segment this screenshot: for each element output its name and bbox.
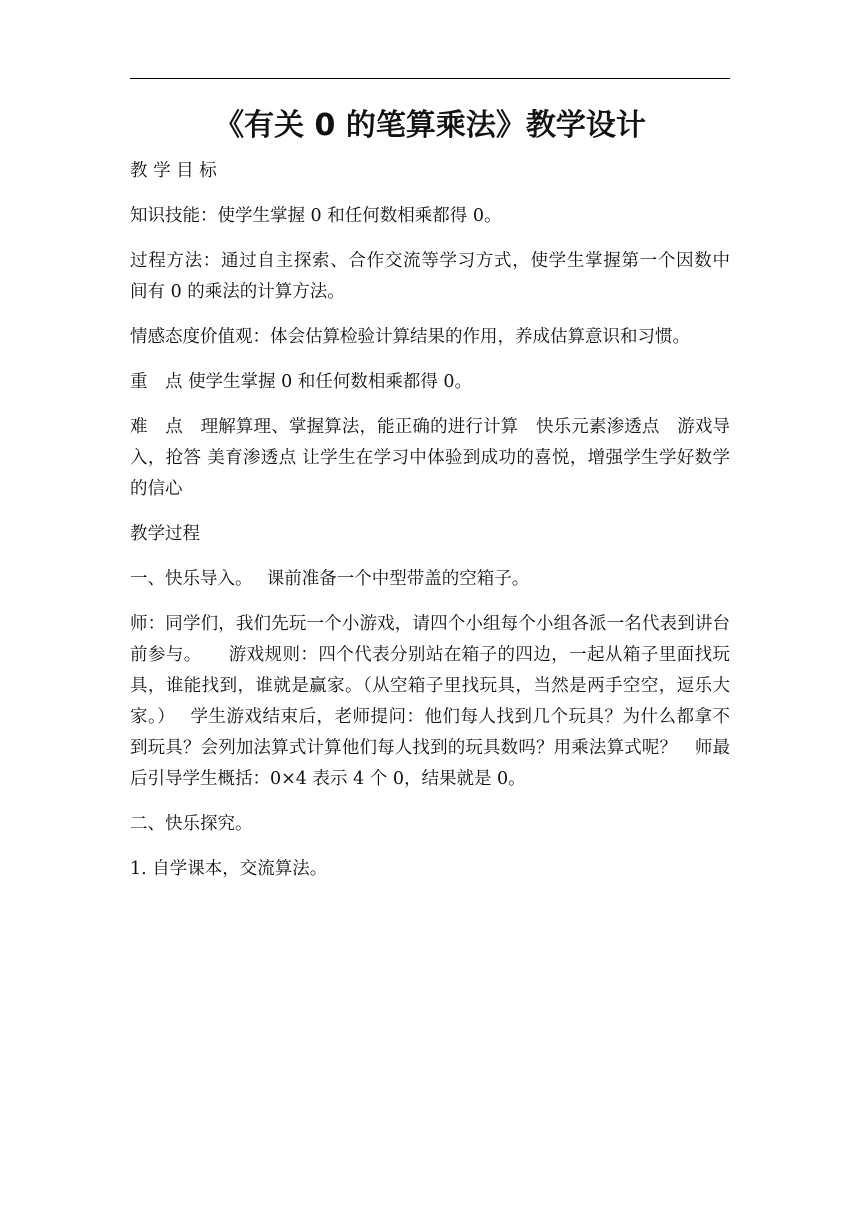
objective-process: 过程方法：通过自主探索、合作交流等学习方式，使学生掌握第一个因数中 间有 0 的乘法的计算方法。 [130, 251, 730, 302]
objective-knowledge: 知识技能：使学生掌握 0 和任何数相乘都得 0。 [130, 206, 502, 226]
step-one-heading: 一、快乐导入。 课前准备一个中型带盖的空箱子。 [130, 569, 530, 589]
teacher-dialogue: 师：同学们，我们先玩一个小游戏，请四个小组每个小组各派一名代表到讲台前参与。 游戏规则：四个代表分别站在箱子的四边，一起从箱子里面找玩具，谁能找到，谁就是赢家。（从空箱子里找玩具，当然是两手空空，逗乐大家。） 学生游戏结束后，老师提问：他们每人找到几个玩具？为什么都拿不到玩具？会列加法算式计算他们每人找到的玩具数吗？用乘法算式呢？ 师最后引导学生概括：0×4 表示 4 个 0，结果就是 0。 [130, 614, 730, 789]
step-two-item-1: 1. 自学课本，交流算法。 [130, 859, 328, 879]
objective-attitude: 情感态度价值观：体会估算检验计算结果的作用，养成估算意识和习惯。 [130, 327, 690, 347]
header-rule [130, 78, 730, 79]
key-point: 重 点 使学生掌握 0 和任何数相乘都得 0。 [130, 372, 473, 392]
document-title: 《有关 0 的笔算乘法》教学设计 [214, 108, 646, 143]
document-body [130, 156, 730, 899]
section-heading-objectives: 教 学 目 标 [130, 161, 217, 181]
section-heading-process: 教学过程 [130, 524, 200, 544]
step-two-heading: 二、快乐探究。 [130, 814, 253, 834]
difficult-point: 难 点 理解算理、掌握算法，能正确的进行计算 快乐元素渗透点 游戏导入，抢答 美育渗透点 让学生在学习中体验到成功的喜悦，增强学生学好数学的信心 [130, 417, 730, 499]
